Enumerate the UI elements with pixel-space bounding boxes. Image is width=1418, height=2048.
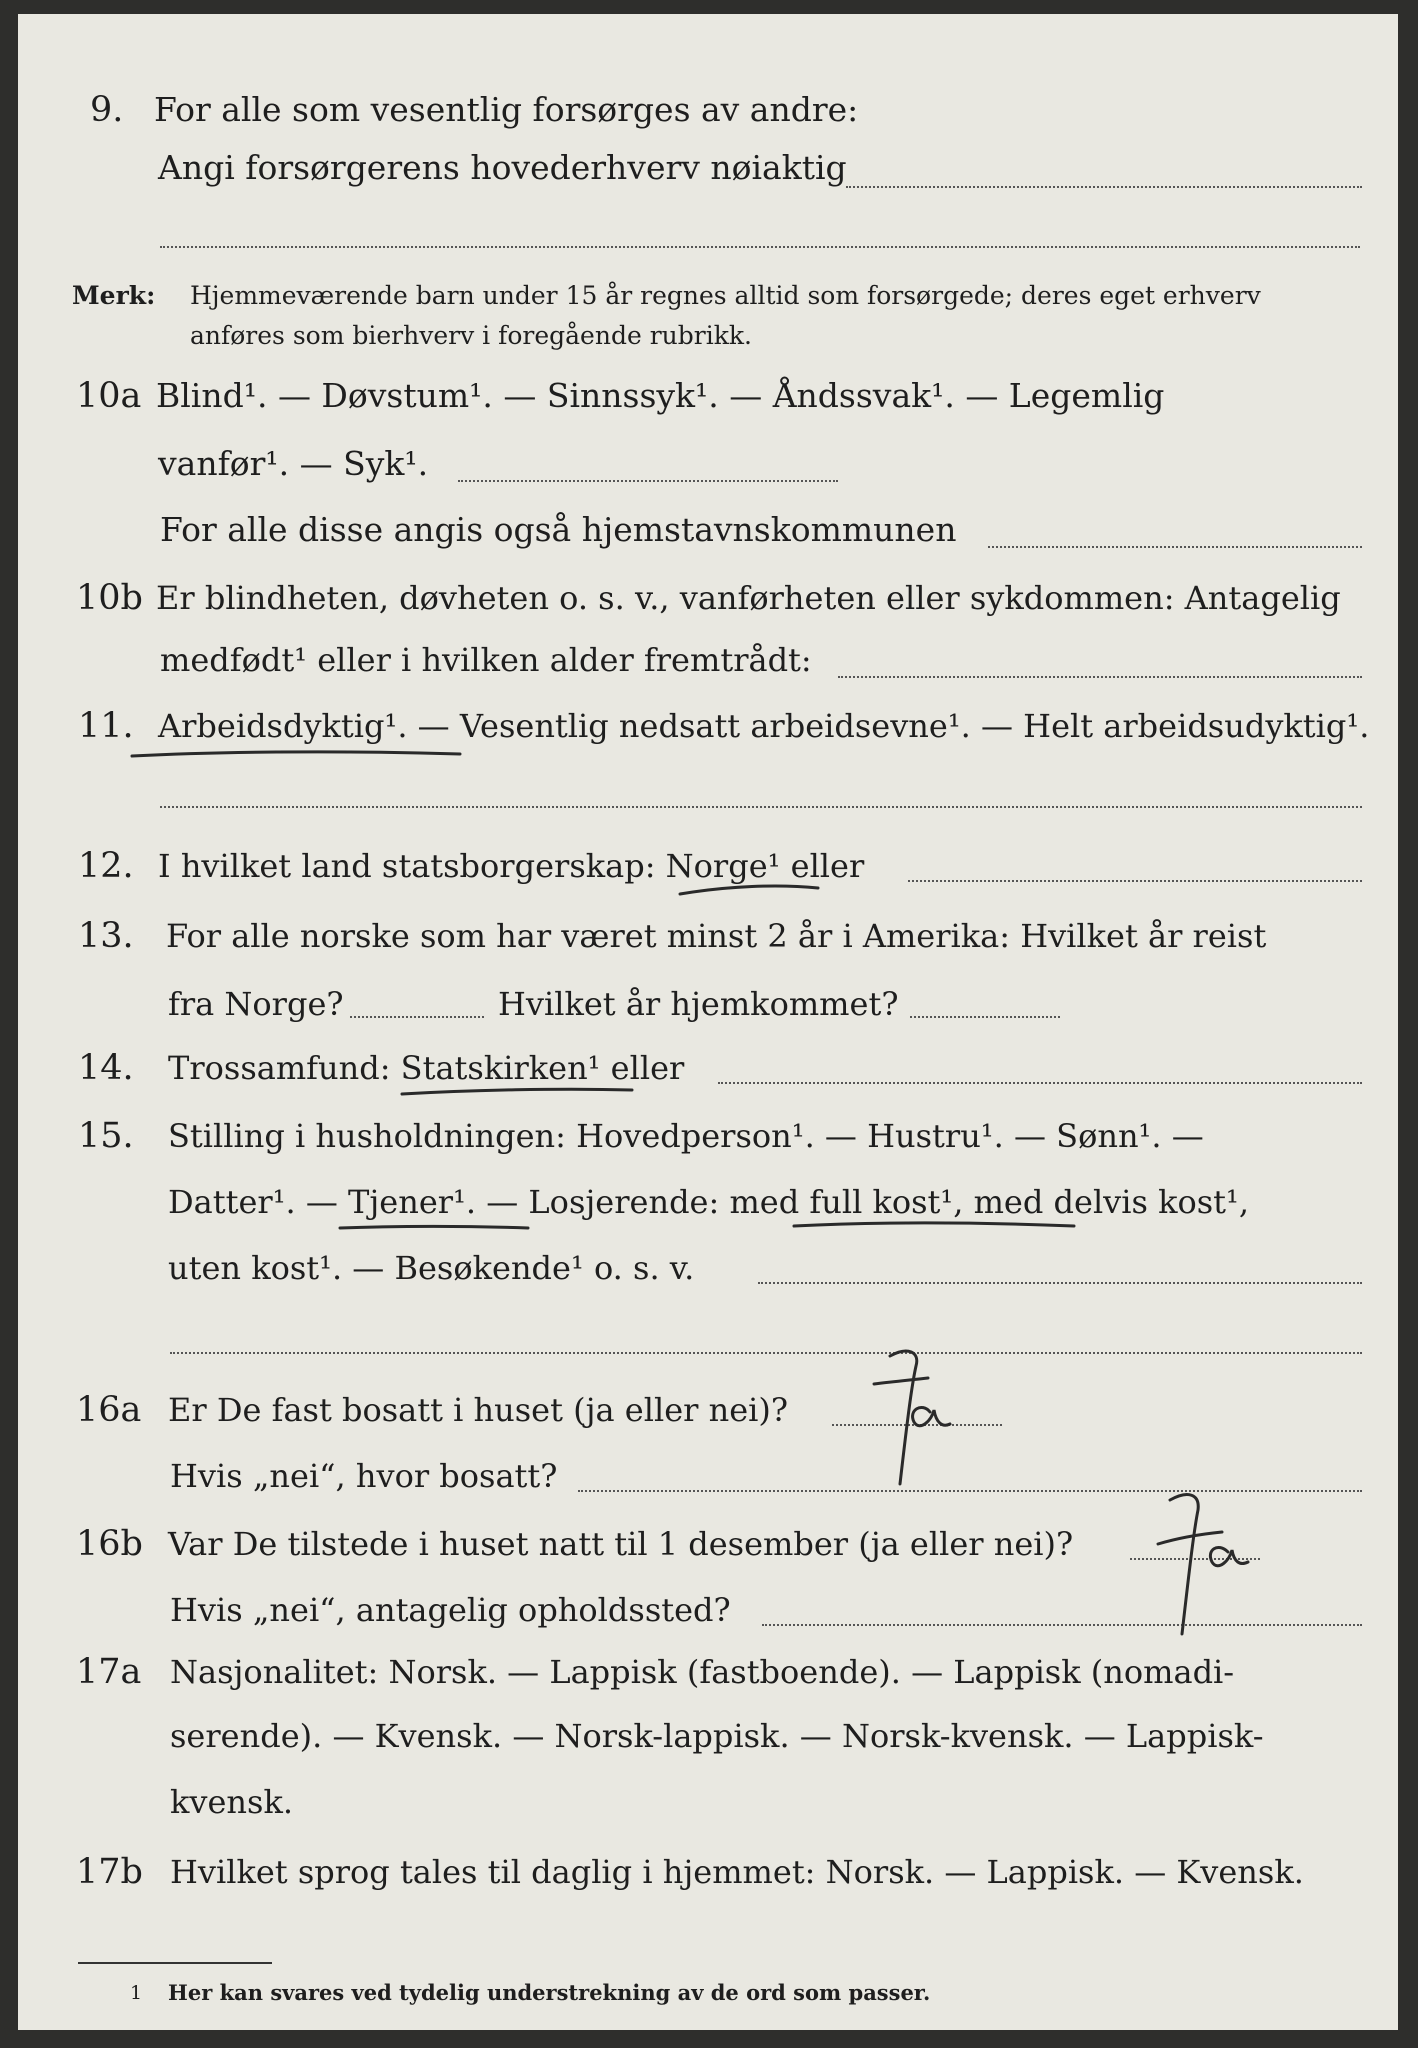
q11-extra-line[interactable]: [160, 806, 1362, 808]
q14-text-line1: Trossamfund: Statskirken¹ eller: [168, 1049, 685, 1087]
q12-answer-line[interactable]: [908, 880, 1362, 882]
q13-text-line1: For alle norske som har været minst 2 år i Amerika: Hvilket år reist: [166, 917, 1267, 955]
footnote-mark: 1: [130, 1982, 143, 2004]
q10b-answer-line[interactable]: [838, 676, 1362, 678]
q16b-opholdssted-answer-line[interactable]: [762, 1624, 1362, 1626]
q13-text-line2b: Hvilket år hjemkommet?: [498, 985, 899, 1023]
q17a-text-line3: kvensk.: [170, 1783, 293, 1821]
q15-text-line3: uten kost¹. — Besøkende¹ o. s. v.: [168, 1249, 695, 1287]
q12-norge-underline: [678, 882, 828, 902]
q9-text-line1: For alle som vesentlig forsørges av andre:: [154, 90, 859, 129]
q17a-text-line2: serende). — Kvensk. — Norsk-lappisk. — Norsk-kvensk. — Lappisk-: [170, 1717, 1264, 1755]
q14-answer-line[interactable]: [718, 1082, 1362, 1084]
q14-statskirken-underline: [400, 1084, 640, 1104]
q10a-text-line2: vanfør¹. — Syk¹.: [158, 444, 429, 483]
q10b-number: 10b: [76, 578, 143, 618]
q12-text-line1: I hvilket land statsborgerskap: Norge¹ eller: [158, 847, 865, 885]
footnote-rule: [78, 1962, 272, 1964]
q10a-answer-line[interactable]: [458, 480, 838, 482]
q10b-text-line1: Er blindheten, døvheten o. s. v., vanførheten eller sykdommen: Antagelig: [156, 579, 1341, 617]
merk-label: Merk:: [72, 281, 156, 310]
q15-text-line2: Datter¹. — Tjener¹. — Losjerende: med full kost¹, med delvis kost¹,: [168, 1183, 1250, 1221]
q15-full-kost-underline: [792, 1218, 1082, 1238]
q15-text-line1: Stilling i husholdningen: Hovedperson¹. — Hustru¹. — Sønn¹. —: [168, 1117, 1204, 1155]
q16a-text-line2: Hvis „nei“, hvor bosatt?: [170, 1457, 558, 1495]
q16b-text-line1: Var De tilstede i huset natt til 1 desember (ja eller nei)?: [168, 1525, 1074, 1563]
q10a-hjemstavn-line[interactable]: [988, 546, 1362, 548]
q9-answer-line-2[interactable]: [160, 246, 1360, 248]
q10b-text-line2: medfødt¹ eller i hvilken alder fremtrådt:: [160, 641, 812, 679]
q15-number: 15.: [78, 1116, 134, 1156]
svg-text:Ja: Ja: [1118, 1484, 1119, 1485]
merk-text-line1: Hjemmeværende barn under 15 år regnes alltid som forsørgede; deres eget erhverv: [190, 281, 1261, 310]
q16a-text-line1: Er De fast bosatt i huset (ja eller nei)?: [168, 1391, 789, 1429]
q15-tjener-underline: [338, 1220, 538, 1240]
census-form-page: [18, 14, 1398, 2030]
svg-text:Ja: Ja: [838, 1344, 839, 1345]
q12-number: 12.: [78, 846, 134, 886]
q10a-number: 10a: [76, 376, 142, 416]
q16a-number: 16a: [76, 1390, 142, 1430]
q13-number: 13.: [78, 916, 134, 956]
q9-number: 9.: [90, 90, 124, 130]
q9-text-line2: Angi forsørgerens hovederhverv nøiaktig: [158, 148, 847, 187]
merk-text-line2: anføres som bierhverv i foregående rubrikk.: [190, 321, 752, 350]
q17b-text-line1: Hvilket sprog tales til daglig i hjemmet: Norsk. — Lappisk. — Kvensk.: [170, 1853, 1304, 1891]
q13-hjemkommet-answer-line[interactable]: [910, 1016, 1060, 1018]
q17a-text-line1: Nasjonalitet: Norsk. — Lappisk (fastboende). — Lappisk (nomadi-: [170, 1653, 1235, 1691]
q10a-text-line1: Blind¹. — Døvstum¹. — Sinnssyk¹. — Åndssvak¹. — Legemlig: [156, 376, 1165, 415]
q17b-number: 17b: [76, 1852, 143, 1892]
q15-answer-line[interactable]: [758, 1282, 1362, 1284]
q14-number: 14.: [78, 1048, 134, 1088]
q11-answer-underline: [130, 746, 470, 766]
q16b-answer-ja: [1118, 1484, 1268, 1654]
q11-text-line1: Arbeidsdyktig¹. — Vesentlig nedsatt arbeidsevne¹. — Helt arbeidsudyktig¹.: [158, 707, 1370, 745]
q17a-number: 17a: [76, 1652, 142, 1692]
q16b-text-line2: Hvis „nei“, antagelig opholdssted?: [170, 1591, 731, 1629]
q13-reist-answer-line[interactable]: [350, 1016, 484, 1018]
q16b-number: 16b: [76, 1524, 143, 1564]
q13-text-line2a: fra Norge?: [168, 985, 344, 1023]
q16a-answer-ja: [838, 1344, 968, 1504]
footnote-text: Her kan svares ved tydelig understrekning av de ord som passer.: [168, 1980, 931, 2005]
q9-answer-line[interactable]: [846, 186, 1362, 188]
q10a-text-line3: For alle disse angis også hjemstavnskommunen: [160, 510, 957, 549]
q15-extra-line[interactable]: [170, 1352, 1362, 1354]
q11-number: 11.: [78, 706, 134, 746]
